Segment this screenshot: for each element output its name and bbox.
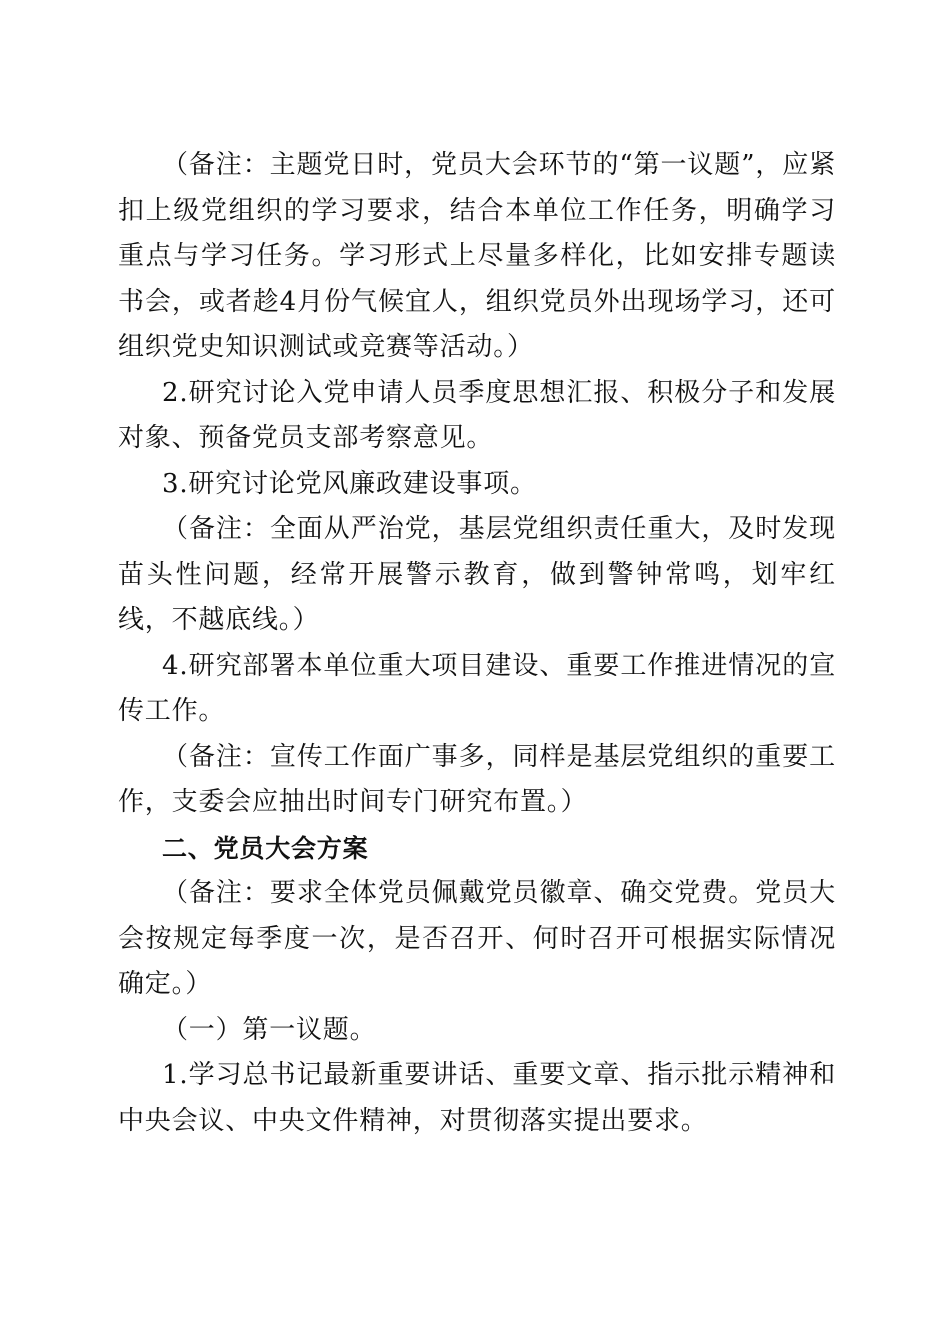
note-member-meeting: （备注：要求全体党员佩戴党员徽章、确交党费。党员大会按规定每季度一次，是否召开、何时召开可根据实际情况确定。） (118, 878, 836, 999)
item-2-applicant-review: 2.研究讨论入党申请人员季度思想汇报、积极分子和发展对象、预备党员支部考察意见。 (118, 377, 836, 453)
item-3-integrity-matters: 3.研究讨论党风廉政建设事项。 (162, 468, 537, 499)
section-heading-member-meeting: 二、党员大会方案 (162, 833, 369, 863)
note-publicity: （备注：宣传工作面广事多，同样是基层党组织的重要工作，支委会应抽出时间专门研究布置。） (118, 741, 836, 817)
document-body (118, 143, 836, 1144)
note-first-topic-study: （备注：主题党日时，党员大会环节的“第一议题”，应紧扣上级党组织的学习要求，结合本单位工作任务，明确学习重点与学习任务。学习形式上尽量多样化，比如安排专题读书会，或者趁4月份气候宜人，组织党员外出现场学习，还可组织党史知识测试或竞赛等活动。） (118, 150, 836, 362)
note-strict-governance: （备注：全面从严治党，基层党组织责任重大，及时发现苗头性问题，经常开展警示教育，做到警钟常鸣，划牢红线，不越底线。） (118, 514, 836, 635)
subsection-first-topic: （一）第一议题。 (162, 1014, 377, 1045)
item-1-study-speeches: 1.学习总书记最新重要讲话、重要文章、指示批示精神和中央会议、中央文件精神，对贯彻落实提出要求。 (118, 1060, 836, 1136)
item-4-publicity-work: 4.研究部署本单位重大项目建设、重要工作推进情况的宣传工作。 (118, 650, 836, 726)
